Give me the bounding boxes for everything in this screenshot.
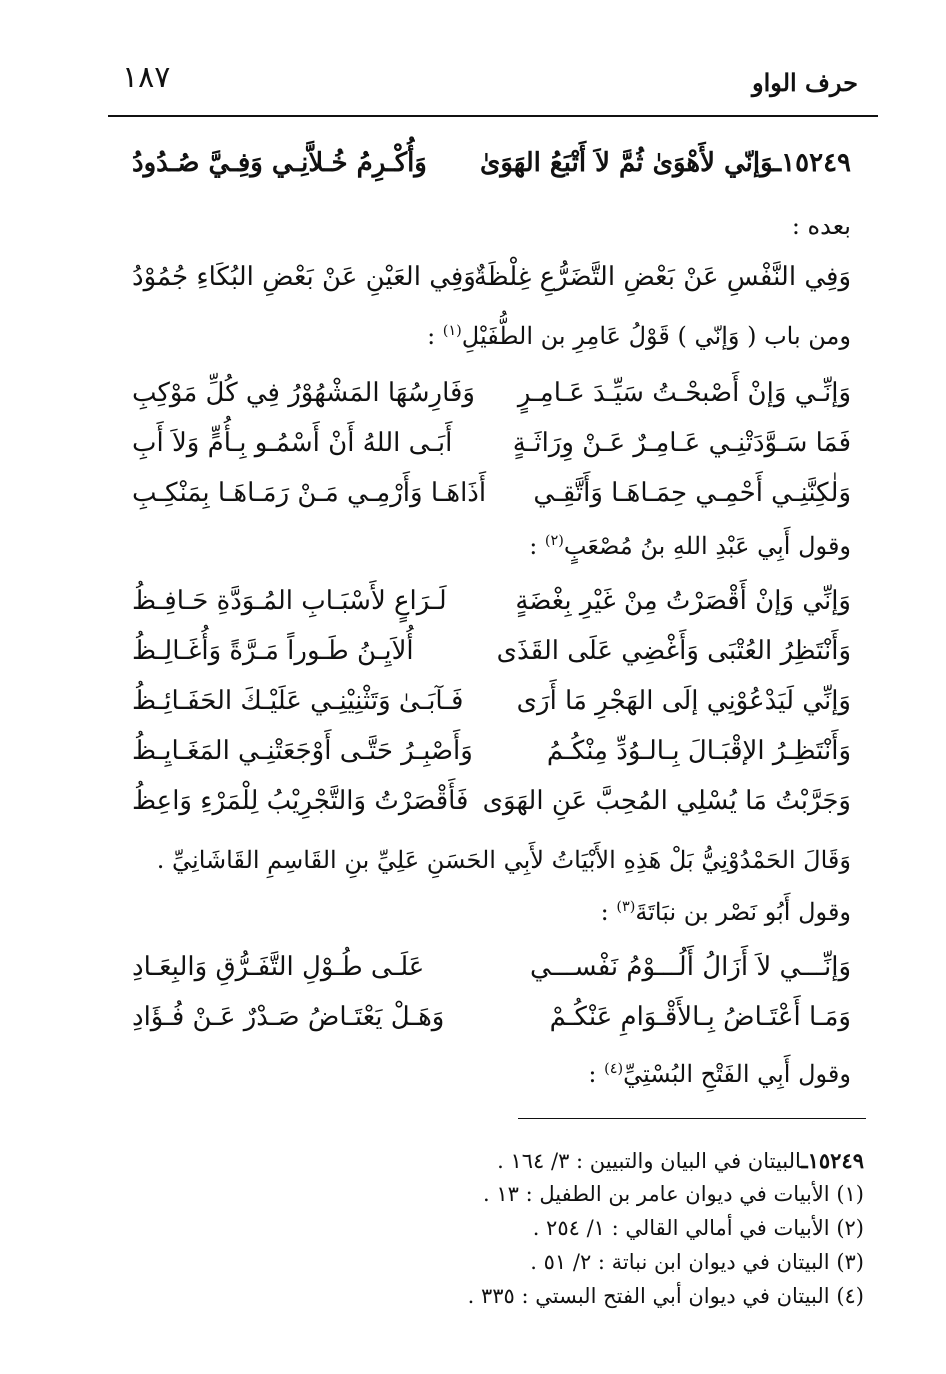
intro-musab-end: : xyxy=(529,532,545,560)
intro-musab-text: وقول أَبِي عَبْدِ اللهِ بنُ مُصْعَبٍ xyxy=(563,532,851,560)
footnote-text: الأبيات في أمالي القالي : ١/ ٢٥٤ . xyxy=(532,1216,837,1240)
poem1-verse-right: وَإنِّـي وَإنْ أَصْبحْـتُ سَيِّـدَ عَـامِـرٍ xyxy=(517,378,851,408)
entry-number: ١٥٢٤٩ـ xyxy=(773,148,851,178)
footnote-ref-1: (١) xyxy=(442,323,462,339)
poem3-verse-right: وَمَـا أَعْتَـاضُ بِـالأَقْـوَامِ عَنْكُـمْ xyxy=(549,1002,851,1032)
footnote-label: (٢) xyxy=(836,1216,864,1240)
footnote xyxy=(483,1182,864,1206)
poem2-verse-left: فَـآبَـىٰ وَتَثْنِيْنِـي عَلَيْـكَ الحَفَـائِـظُ xyxy=(132,686,464,716)
verse2-right: وَفِي النَّفْسِ عَنْ بَعْضِ التَّضَرُّعِ غِلْظَةٌ xyxy=(473,262,851,292)
poem3-verse-left: عَلَـى طُـوْلِ التَّفَـرُّقِ وَالبِعَـادِ xyxy=(132,952,425,982)
poem3-verse-right: وَإنِّـــي لاَ أَزَالُ أَلُـــوْمُ نَفْســـي xyxy=(530,952,851,982)
footnote-rule xyxy=(518,1118,866,1119)
footnote-text: الأبيات في ديوان عامر بن الطفيل : ١٣ . xyxy=(482,1182,837,1206)
verse2-left: وَفِي العَيْنِ عَنْ بَعْضِ البُكَاءِ جُمُوْدُ xyxy=(132,262,476,292)
intro-nubata xyxy=(601,898,851,926)
poem2-verse-left: أُلاَيِـنُ طَـوراً مَـرَّةً وَأُغَـالِـظُ xyxy=(132,636,414,666)
poem1-verse-right: فَمَا سَـوَّدَتْنِـي عَـامِـرٌ عَـنْ وِرَاثَـةٍ xyxy=(512,428,851,458)
header-rule xyxy=(108,115,878,117)
intro-busti-text: وقول أَبِي الفَتْحِ البُسْتِيِّ xyxy=(623,1060,851,1088)
page-number: ١٨٧ xyxy=(122,60,171,95)
footnote-text: البيتان في ديوان ابن نباتة : ٢/ ٥١ . xyxy=(530,1250,837,1274)
footnote xyxy=(533,1216,864,1240)
intro-amir xyxy=(427,322,851,350)
footnote-label: ١٥٢٤٩ـ xyxy=(801,1148,864,1173)
after-label: بعده : xyxy=(791,212,851,240)
poem2-verse-left: وَأَصْبِـرُ حَتَّـى أَوْجَعَتْنِـي المَغَـايِـظُ xyxy=(132,736,473,766)
poem1-verse-left: أَبَـى اللهُ أَنْ أَسْمُـو بِـأُمٍّ وَلاَ أَبِ xyxy=(132,428,453,458)
intro-nubata-end: : xyxy=(600,898,617,926)
poem2-verse-right: وَأَنْتَظِـرُ الإقْبَـالَ بِـالـوُدِّ مِنْكُـمُ xyxy=(546,736,851,766)
footnote-label: (٤) xyxy=(836,1284,864,1308)
intro-busti-end: : xyxy=(588,1060,605,1088)
poem1-verse-right: وَلٰكِنَّنِـي أَحْمِـي حِمَـاهَـا وَأَتَّقِـي xyxy=(533,478,851,508)
poem2-verse-left: لَـرَاعٍ لأَسْبَـابِ المُـوَدَّةِ حَـافِـظُ xyxy=(132,586,447,616)
intro-amir-text: ومن باب ( وَإنّي ) قَوْلُ عَامِرِ بن الطُّفَيْلِ xyxy=(461,322,851,350)
section-title: حرف الواو xyxy=(752,68,858,97)
intro-busti xyxy=(588,1060,851,1088)
poem2-verse-right: وَجَرَّبْتُ مَا يُسْلِي المُحِبَّ عَنِ الهَوَى xyxy=(482,786,851,816)
footnote-ref-4: (٤) xyxy=(604,1061,624,1077)
poem1-verse-left: أَذَاهَـا وَأَرْمِـي مَـنْ رَمَـاهَـا بِمَنْكِـبِ xyxy=(132,478,487,508)
footnote-ref-2: (٢) xyxy=(544,533,564,549)
footnote-label: (٣) xyxy=(836,1250,864,1274)
attribution-note: وَقَالَ الحَمْدُوْنِيُّ بَلْ هَذِهِ الأَبْيَاتُ لأَبِي الحَسَنِ عَلِيِّ بنِ القَاسِمِ القَاشَانِيِّ . xyxy=(156,846,851,874)
footnote-text: البيتان في البيان والتبيين : ٣/ ١٦٤ . xyxy=(497,1149,802,1173)
poem2-verse-right: وَإنِّي وَإنْ أَقْصَرْتُ مِنْ غَيْرِ بِغْضَةٍ xyxy=(515,586,851,616)
intro-nubata-text: وقول أَبُو نَصْر بن نبَاتَةَ xyxy=(635,898,851,926)
footnote xyxy=(468,1284,864,1308)
entry-verse-right-text: وَإنّي لأَهْوَىٰ ثُمَّ لاَ أَتْبَعُ الهَوَىٰ xyxy=(479,148,774,178)
intro-amir-end: : xyxy=(427,322,443,350)
intro-musab xyxy=(529,532,851,560)
poem3-verse-left: وَهَـلْ يَعْتَـاضُ صَـدْرٌ عَـنْ فُـؤَادِ xyxy=(132,1002,445,1032)
entry-verse-right xyxy=(480,148,851,178)
footnote-ref-3: (٣) xyxy=(616,899,636,915)
footnote xyxy=(530,1250,864,1274)
poem2-verse-left: فَأَقْصَرْتُ وَالتَّجْرِيْبُ لِلْمَرْءِ وَاعِظُ xyxy=(132,786,469,816)
poem2-verse-right: وَإنِّي لَيَدْعُوْنِي إلَى الهَجْرِ مَا أَرَى xyxy=(516,686,851,716)
footnote-text: البيتان في ديوان أبي الفتح البستي : ٣٣٥ . xyxy=(467,1284,837,1308)
entry-verse-left: وَأُكْـرِمُ خُـلاَّنِـي وَفِـيَّ صُـدُودُ xyxy=(132,148,427,178)
poem1-verse-left: وَفَارِسُهَا المَشْهُوْرُ فِي كُلِّ مَوْكِبِ xyxy=(132,378,475,408)
footnote xyxy=(497,1148,864,1173)
footnote-label: (١) xyxy=(836,1182,864,1206)
poem2-verse-right: وَأَنْتَظِرُ العُتْبَى وَأَغْضِي عَلَى القَذَى xyxy=(496,636,851,666)
